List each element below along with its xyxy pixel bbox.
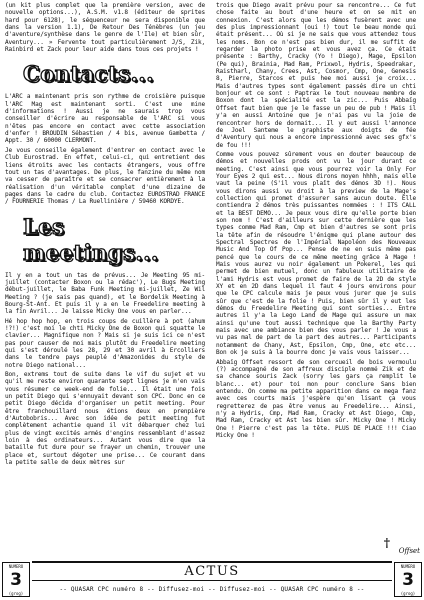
badge-sub-label: (grog)	[8, 591, 24, 596]
footer-strip: -- QUASAR CPC numéro 8 -- Diffusez-moi -- Diffusez-moi -- QUASAR CPC numéro 8 --	[59, 586, 365, 593]
signature: Offset	[398, 547, 420, 555]
page-number-badge-right	[394, 562, 422, 597]
intro-paragraph: (un kit plus complet que la première version, avec de nouvelle options...), A.S.M. v1.8 (éditeur de sprites hard pour 6128), le séquenceur ne sera disponible que dans la version 1.1), De Retour Des Ténèbres (un jeu d'aventure/synthèse dans le genre de l'Ile) et bien sûr, Aventury... » Fervente tout particulièrement J/S, Zik, Rainbird et Zack pour leur aide dans tous ces projets !	[5, 2, 205, 54]
left-column	[5, 2, 205, 557]
page-number: 3	[402, 570, 414, 590]
page-number-badge-left	[2, 562, 30, 597]
page-footer	[2, 561, 422, 598]
badge-top-label: NUMERO	[8, 564, 24, 569]
contacts-paragraph-arc: L'ARC a maintenant pris son rythme de croisière puisque l'ARC Mag est maintenant sorti. C'est une mine d'informations ! Aussi je ne saurais trop vous conseiller d'écrire au responsable de l'ARC si vous n'êtes pas encore en contact avec cette association d'enfer ! BROUDIN Sébastien / 4 bis, avenue Gambetta / Appt. 30 / 60000 CLERMONT.	[5, 93, 205, 145]
meetings-paragraph-micky: Hé hop hop hop, en trois coups de cuillère à pot (ahum !?!) c'est moi le chti Micky One de Boxon qui squatte le clavier... Magnifique non ? Mais si je suis ici ce n'est pas pour causer de moi mais plutôt du Freedelire meeting qui s'est déroulé les 28, 29 et 30 avril à Ercolliers dans le tendre pays peuplé d'Amazonides du style de notre Diego national...	[5, 317, 205, 369]
right-paragraph-offset: Abbaïg Offset ressort de son cercueil de bois vermoulu (?) accompagné de son affreux disciple nommé Zik et de sa chance souris Zack (sorry les gars ça remplit le blanc... et) pour toi mon pour conclure Sans bien entendu. On comme ma petite apparition dans ce mega fanz avec ces courts mais j'espère qu'en lisant ça vous regretterez de pas être venus au Freedelire... Ainsi, n'y a Hydris, Cmp, Mad Ram, Cracky et Ast Diego, Cmp, Mad Ram, Cracky et Ast les bien sûr. Micky One ! Micky One ! Pierre c'est pas la tête. PLUS DE PLACE !!! Ciao Micky One !	[216, 358, 416, 439]
signature-mark-icon: †	[383, 536, 390, 550]
meetings-paragraph-list: Il y en a tout un tas de prévus... Je Meeting 95 mi-juillet (contacter Boxon ou la rédac'), Le Bugs Meeting début-juillet, le Baba Funk Meeting mi-juillet, Ze Wil Meeting ? (je sais pas quand), et le Bordelik Meeting à Bourg-St-Ant. Et puis il y a en le Freedelire meeting à la fin Avril... Je laisse Micky One vous en parler...	[5, 271, 205, 316]
badge-top-label: NUMERO	[400, 564, 416, 569]
contacts-paragraph-eurostrad: Je vous conseille également d'entrer en contact avec le Club Eurostrad. En effet, celui-ci, qui entretient des liens étroits avec les contacts étrangers, vous offre tout un tas d'avantages. De plus, le fanzine du même nom va cesser de paraître et se consacrer entièrement à la réalisation d'un véritable complet d'une dizaine de pages dans le cadre du club. Contactez EUROSTRAD FRANCE / FOURNERIE Thomas / La Ruellinière / 59460 KORDYE.	[5, 146, 205, 206]
badge-sub-label: (grog)	[400, 591, 416, 596]
meetings-paragraph-story: Bon, extrems tout de suite dans le vif du sujet et vu qu'il me reste environ quarante sept lignes je m'en vais vous résumer ce week-end de folie... Il était une fois un petit Diego qui s'ennuyait devant son CPC. Donc en ce petit Diego décida d'organiser un petit meeting. Pour être franchouillard nous étions deux en prenpière d'Autobobris... Avec son idée de petit meeting fut complètement achantie quand il vit débarquer chez lui plus de vingt excités armés d'engins ressemblant d'assez loin à des ordinateurs... Autant vous dire que la bataille fut dure pour se frayer un chemin, trouver une place et, surtout dégoter une prise... Ce courant dans la petite salle de deux mètres sur	[5, 371, 205, 467]
right-column	[216, 2, 416, 557]
contacts-heading: Contacts...	[23, 61, 155, 87]
right-paragraph-demos: Comme vous pouvez sûrement vous en douter beaucoup de démos et nouvelles prods ont vu le jour durant ce meeting. C'est ainsi que vous pourrez voir la Only For Your Eyes 2 qui est... Nous dirons moyen hhhh, mais elle vaut la peine (S'il vous plaît des démos 3D !). Nous vous dirons aussi vu droit à la preview de la Mage's collection qui promet d'assurer sans aucun doute. Elle contiendra 2 démos très puissantes nommées : ! ITS CALL et la BEST DEMO... Je peux vous dire qu'elle porte bien son nom ! C'est d'ailleurs sur cette dernière que les types comme Mad Ram, Cmp et bien d'autres se sont pris la tête afin de résoudre l'énigme qui plane autour des Spectral Spectres de l'Impérial Napoléon des Nouveaux Music And Top Of Pop... Pense de ne en suis même pas pencé que le cours de ce même meeting grâce à Mage ! Mais vous aurez vu noir également un Pokerel, les qui permet de bien mutuel, donc un fabuleux utilitaire de l'ami Hydris est vous promet de faire de la 2D de style XY et en 2D dans lequel il faut 4 jours environs pour que le CPC calcule mais je peux vous jurer que je suis sûr que c'est de la folie ! Puis, bien sûr il y eut les démos du Freedelire Meeting qui sont sorties... Entre autres il y'a la Lego Land de Mage qui assure un max ainsi qu'une tout aussi technique que la Barthy Party mais avec une ambiance bien des vous parler ! Je vous a vu pas mal de part de la part des autres... Participants notamment de Chany, Ast, Epsilon, Cmp, One, etc etc... Bon ok je suis à la bourre donc je vais vous laisser...	[216, 150, 416, 357]
page-number: 3	[10, 570, 22, 590]
section-title: ACTUS	[32, 561, 392, 581]
meetings-heading: Les meetings...	[23, 213, 159, 265]
right-paragraph-attendees: trois que Diego avait prévu pour sa rencontre... Ce fut chose faite au bout d'une heure et on se mit en connexion. C'est alors que les démos fusèrent avec une des plus impressionnant (oui !) tout le beau monde qui était présent... Où si je ne sais que vous attendez tous les noms. Bon ce n'est pas bien dur, il me suffit de regarder la photo prise et vous avez ça. Ce était présente : Barthy, Cracky (Yo ! Diego), Mage, Epsilon (Pe qui), Brainia, Mad Ram, Prixwol, Hydris, Speedrakar, Raistharl, Chany, Crees, Ast, Cosmor, Cmp, One, Genesis 8, Pierre, Starcos et puis hee moi aussi je croix... Mais d'autres types sont également passés dire un chti bonjour et ce sont : Paptrax le tout nouveau membre de Boxon dont la spécialité est la zic... Puis Abbaïg Offset faut bien que je le fasse un peu de pub ! Mais il y'a en aussi Antoine que je n'ai pas vu la joie de rencontrer hors de dormait... Il y eut aussi l'annonce de Joel Santeme le graphiste aux doigts de fée d'Aventury qui nous a encore impressionné avec ses gfx's de fou !!!	[216, 2, 416, 149]
